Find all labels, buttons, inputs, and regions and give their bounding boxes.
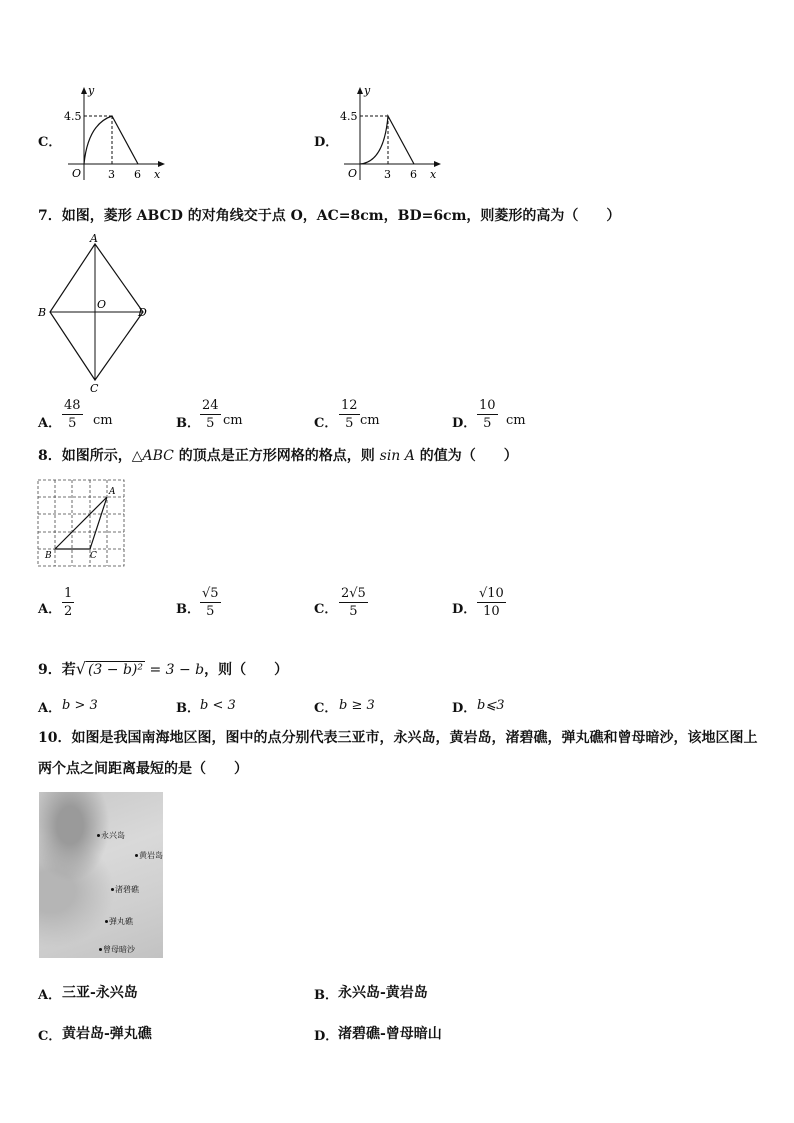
q6-c-y-label: y — [88, 84, 95, 97]
q7-option-b-num: 24 — [202, 398, 219, 413]
q9-stem-prefix: 9．若 — [38, 662, 76, 678]
map-point-icon — [111, 888, 114, 891]
q10-option-b-label: B． — [314, 988, 338, 1003]
q9-option-d-text: b⩽3 — [477, 698, 505, 713]
q7-option-c-fraction — [339, 398, 360, 431]
q10-stem-line1: 10．如图是我国南海地区图，图中的点分别代表三亚市，永兴岛，黄岩岛，渚碧礁，弹丸礁和曾母暗沙，该地区图上 — [38, 730, 758, 746]
q8-option-d-num: √10 — [479, 586, 504, 601]
q9-stem-radicand: (3 − b)² — [87, 662, 143, 678]
q8-option-a-fraction — [62, 586, 74, 619]
q7-option-d-label: D． — [452, 416, 477, 431]
q7-option-d-fraction — [477, 398, 498, 431]
q6-graph-c — [62, 84, 168, 184]
q8-stem-prefix: 8．如图所示， — [38, 448, 132, 464]
q6-option-d-label: D． — [314, 135, 339, 150]
q8-option-b-num: √5 — [202, 586, 219, 601]
q9-stem-suffix: ，则（ ） — [204, 662, 289, 678]
q6-c-ymax: 4.5 — [64, 110, 82, 123]
q7-option-a-unit: cm — [93, 413, 113, 428]
q8-option-d-den: 10 — [483, 604, 500, 619]
map-label-danwan: 弹丸礁 — [109, 917, 133, 926]
q9-option-b-label: B． — [176, 701, 200, 716]
map-place-danwan — [105, 916, 133, 927]
south-china-sea-map — [39, 792, 163, 958]
q8-option-d-fraction — [477, 586, 506, 619]
map-label-yongxing: 永兴岛 — [101, 831, 125, 840]
q7-option-b-label: B． — [176, 416, 200, 431]
q7-label-b: B — [38, 306, 47, 319]
q7-label-c: C — [90, 382, 99, 395]
q6-d-tick6: 6 — [410, 168, 417, 181]
q8-stem-mid: 的顶点是正方形网格的格点，则 — [173, 448, 380, 464]
q7-option-b-fraction — [200, 398, 221, 431]
q7-label-a: A — [90, 232, 98, 245]
q8-stem-sin: sin A — [379, 448, 415, 464]
q7-option-c-num: 12 — [341, 398, 358, 413]
q8-label-b: B — [45, 551, 52, 561]
q10-option-d-text: 渚碧礁-曾母暗山 — [338, 1026, 442, 1042]
q6-c-origin: O — [72, 167, 82, 180]
q8-option-b-label: B． — [176, 602, 200, 617]
q7-option-c-den: 5 — [345, 416, 354, 431]
map-label-zengmu: 曾母暗沙 — [103, 945, 135, 954]
q7-option-c-label: C． — [314, 416, 338, 431]
q6-c-tick3: 3 — [108, 168, 115, 181]
q9-option-c-text: b ≥ 3 — [339, 698, 375, 713]
q7-option-a-den: 5 — [68, 416, 77, 431]
q6-option-c-label: C． — [38, 135, 62, 150]
q8-option-c-fraction — [339, 586, 368, 619]
q9-sqrt-sign: √ — [75, 659, 86, 678]
q7-option-d-den: 5 — [483, 416, 492, 431]
q8-option-c-num: 2√5 — [341, 586, 366, 601]
q8-option-a-label: A． — [38, 602, 62, 617]
q6-d-ymax: 4.5 — [340, 110, 358, 123]
q10-option-c-label: C． — [38, 1029, 62, 1044]
q6-c-tick6: 6 — [134, 168, 141, 181]
q7-option-d-num: 10 — [479, 398, 496, 413]
q8-option-a-num: 1 — [64, 586, 73, 601]
q10-option-a-text: 三亚-永兴岛 — [62, 985, 138, 1001]
q9-option-a-text: b > 3 — [62, 698, 98, 713]
q8-option-c-label: C． — [314, 602, 338, 617]
map-point-icon — [99, 948, 102, 951]
q8-option-b-fraction — [200, 586, 221, 619]
q8-option-b-den: 5 — [206, 604, 215, 619]
q8-grid-figure — [36, 478, 128, 568]
q10-option-a-label: A． — [38, 988, 62, 1003]
map-place-zengmu — [99, 944, 135, 955]
q8-label-a: A — [109, 487, 116, 497]
q6-d-x-label: x — [430, 168, 437, 181]
q10-stem-line2: 两个点之间距离最短的是（ ） — [38, 761, 248, 777]
q9-option-a-label: A． — [38, 701, 62, 716]
q9-option-c-label: C． — [314, 701, 338, 716]
q9-option-b-text: b < 3 — [200, 698, 236, 713]
q6-d-tick3: 3 — [384, 168, 391, 181]
q8-option-d-label: D． — [452, 602, 477, 617]
map-point-icon — [105, 920, 108, 923]
q7-option-d-unit: cm — [506, 413, 526, 428]
map-place-yongxing — [97, 830, 125, 841]
map-place-huangyan — [135, 850, 163, 861]
q7-rhombus-figure — [36, 232, 154, 396]
q8-option-a-den: 2 — [64, 604, 73, 619]
q10-option-d-label: D． — [314, 1029, 339, 1044]
q8-stem-triangle: △ABC — [131, 448, 174, 464]
q7-label-d: D — [138, 306, 147, 319]
q7-option-a-num: 48 — [64, 398, 81, 413]
q6-c-x-label: x — [154, 168, 161, 181]
q8-option-c-den: 5 — [349, 604, 358, 619]
q7-stem: 7．如图，菱形 ABCD 的对角线交于点 O，AC=8cm，BD=6cm，则菱形的高为（ ） — [38, 208, 621, 224]
q9-stem-rhs: = 3 − b — [145, 662, 205, 678]
q8-stem-suffix: 的值为（ ） — [414, 448, 518, 464]
map-place-zhubi — [111, 884, 139, 895]
q9-stem — [38, 660, 288, 679]
q7-option-c-unit: cm — [360, 413, 380, 428]
map-label-zhubi: 渚碧礁 — [115, 885, 139, 894]
map-point-icon — [135, 854, 138, 857]
q7-option-b-den: 5 — [206, 416, 215, 431]
q9-option-d-label: D． — [452, 701, 477, 716]
q8-stem — [38, 447, 518, 465]
q6-d-y-label: y — [364, 84, 371, 97]
q7-option-a-label: A． — [38, 416, 62, 431]
q10-option-c-text: 黄岩岛-弹丸礁 — [62, 1026, 152, 1042]
q7-label-o: O — [97, 298, 107, 311]
q10-option-b-text: 永兴岛-黄岩岛 — [338, 985, 428, 1001]
q7-option-a-fraction — [62, 398, 83, 431]
q7-option-b-unit: cm — [223, 413, 243, 428]
map-label-huangyan: 黄岩岛 — [139, 851, 163, 860]
q6-graph-d — [338, 84, 444, 184]
map-point-icon — [97, 834, 100, 837]
q6-d-origin: O — [348, 167, 358, 180]
q8-label-c: C — [90, 551, 97, 561]
